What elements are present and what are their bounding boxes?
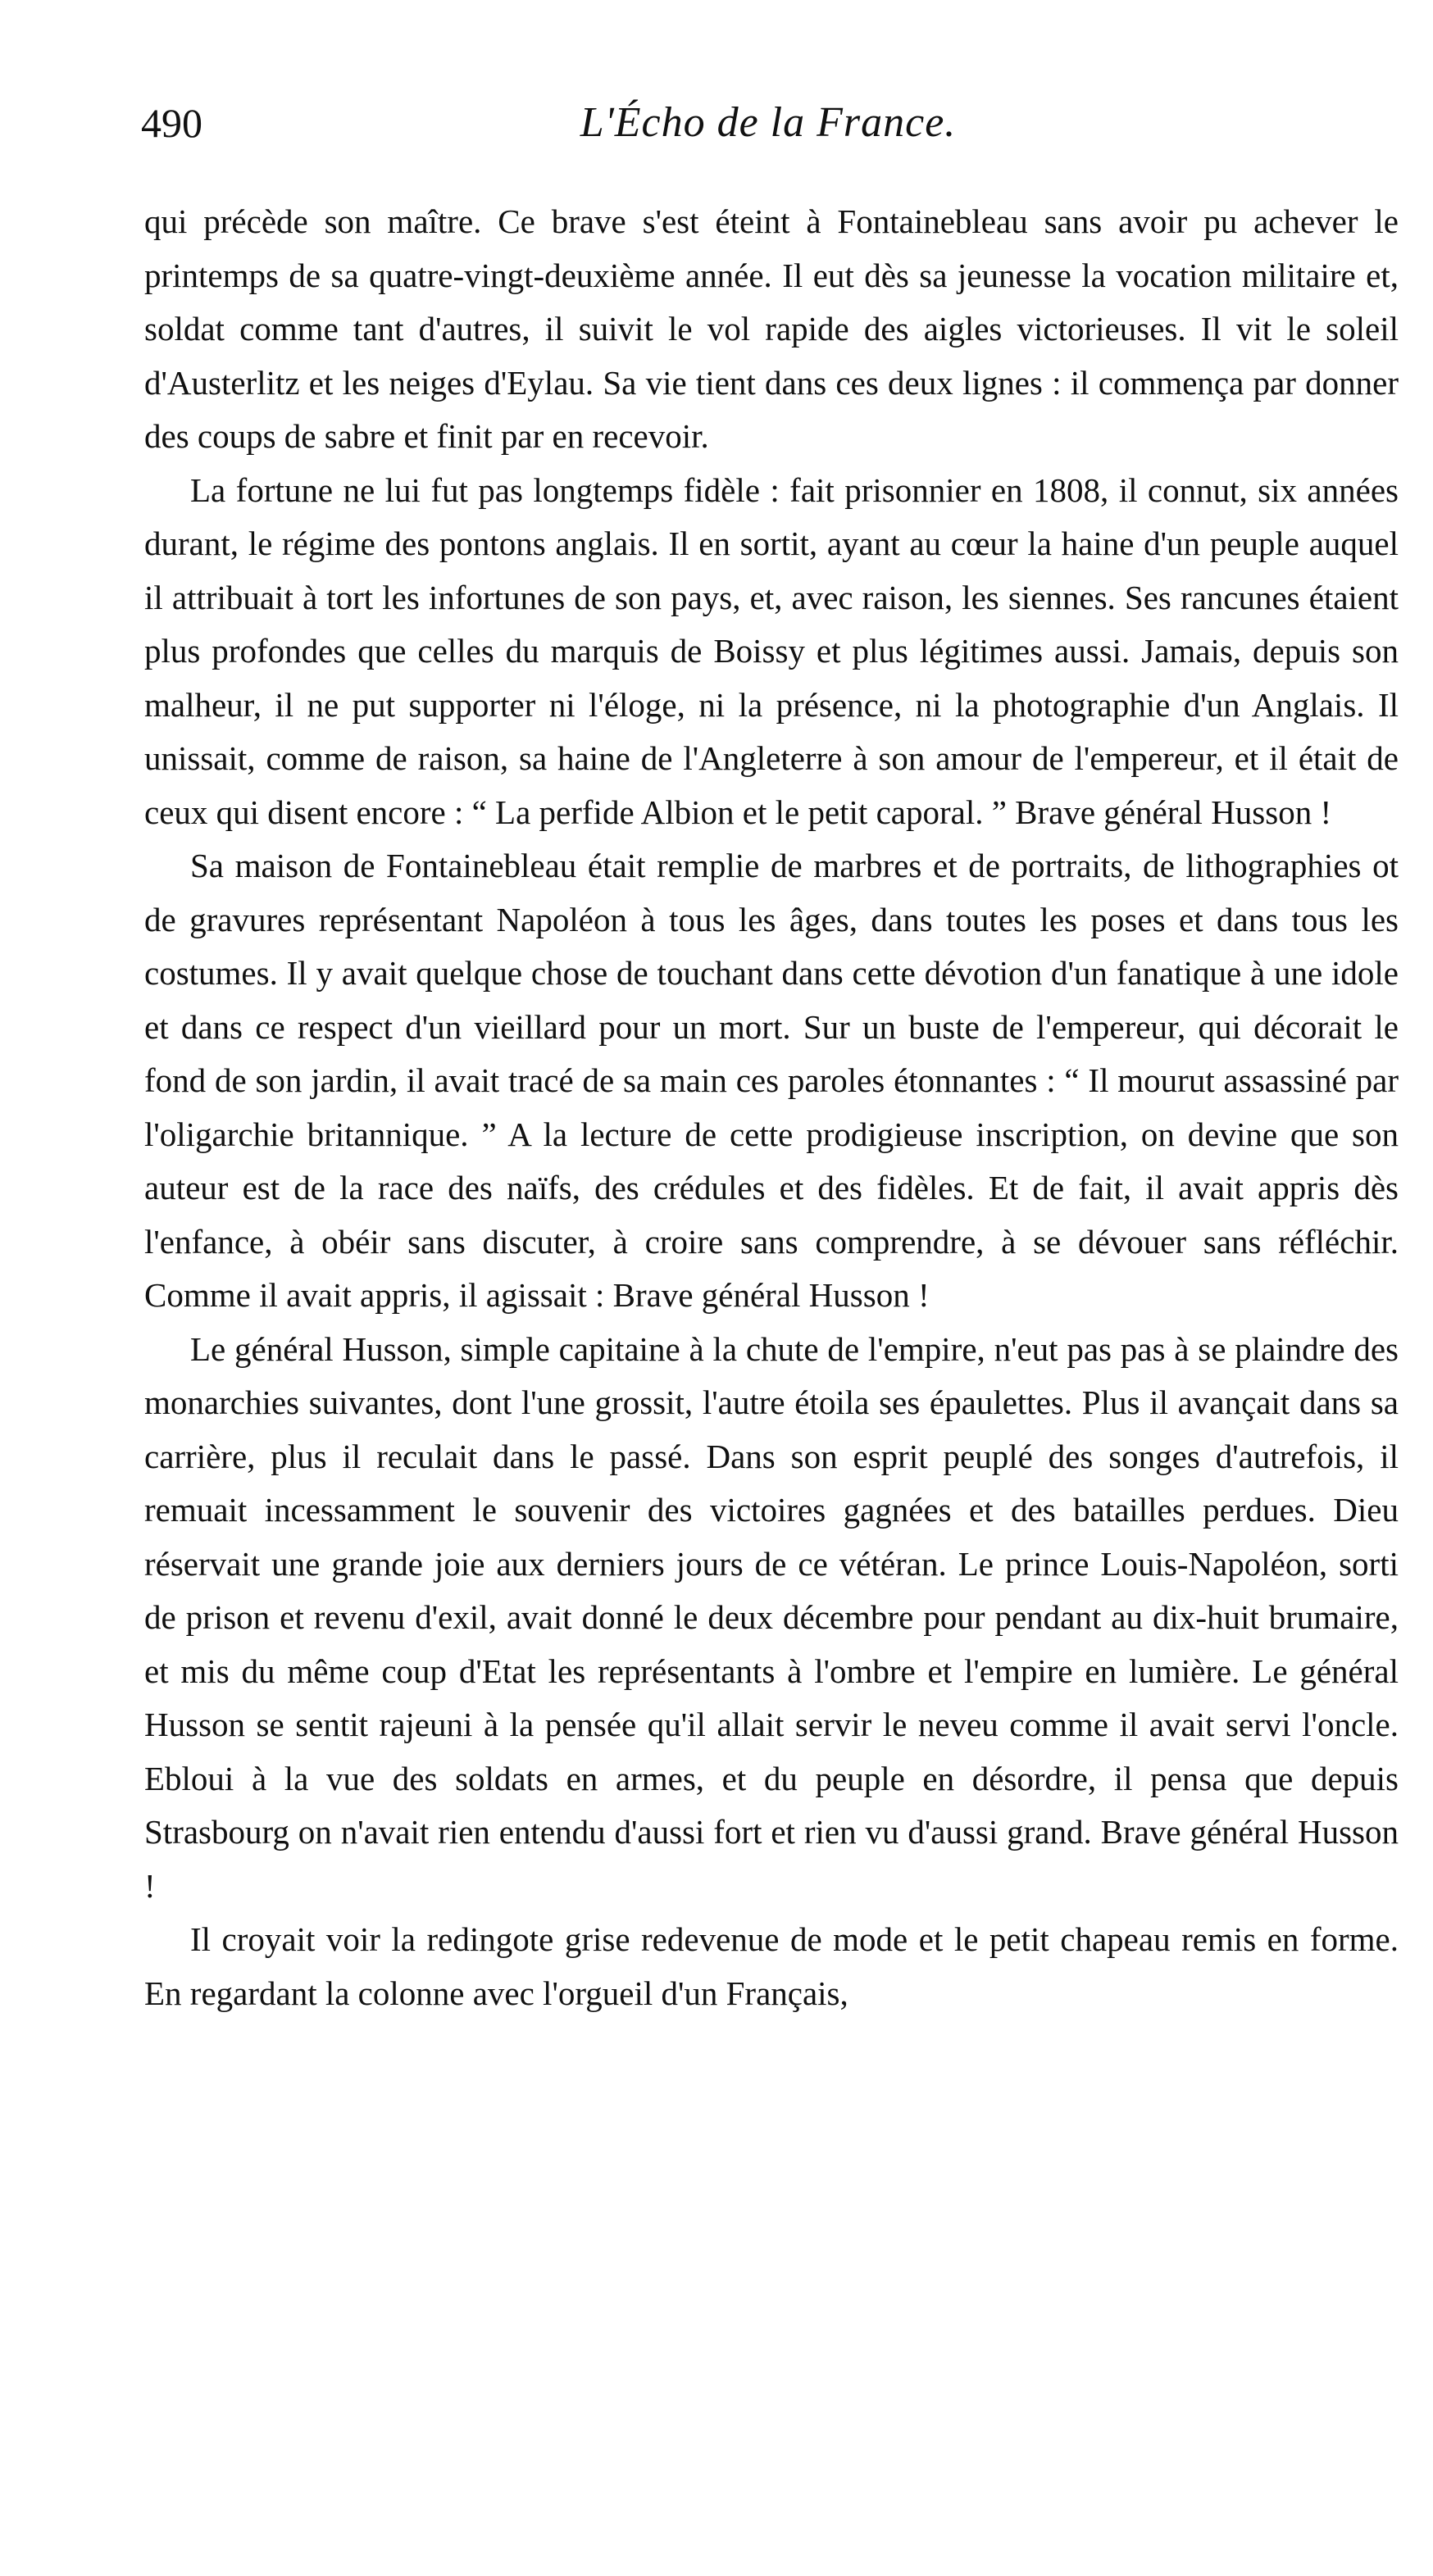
running-title: L'Écho de la France. — [580, 99, 957, 146]
paragraph-continuation: qui précède son maître. Ce brave s'est éteint à Fontainebleau sans avoir pu achever le printemps de sa quatre-vingt-deuxième année. Il eut dès sa jeunesse la vocation militaire et, soldat comme tant d'autres, il suivit le vol rapide des aigles victorieuses. Il vit le soleil d'Austerlitz et les neiges d'Eylau. Sa vie tient dans ces deux lignes : il commença par donner des coups de sabre et finit par en recevoir. — [144, 202, 1399, 455]
paragraph: Sa maison de Fontainebleau était remplie de marbres et de portraits, de lithographies ot de gravures représentant Napoléon à tous les âges, dans toutes les poses et dans tous les costumes. Il y avait quelque chose de touchant dans cette dévotion d'un fanatique à une idole et dans ce respect d'un vieillard pour un mort. Sur un buste de l'empereur, qui décorait le fond de son jardin, il avait tracé de sa main ces paroles étonnantes : “ Il mourut assassiné par l'oligarchie britannique. ” A la lecture de cette prodigieuse inscription, on devine que son auteur est de la race des naïfs, des crédules et des fidèles. Et de fait, il avait appris dès l'enfance, à obéir sans discuter, à croire sans comprendre, à se dévouer sans réfléchir. Comme il avait appris, il agissait : Brave général Husson ! — [144, 847, 1399, 1314]
paragraph: Le général Husson, simple capitaine à la chute de l'empire, n'eut pas pas à se plaindre des monarchies suivantes, dont l'une grossit, l'autre étoila ses épaulettes. Plus il avançait dans sa carrière, plus il reculait dans le passé. Dans son esprit peuplé des songes d'autrefois, il remuait incessamment le souvenir des victoires gagnées et des batailles perdues. Dieu réservait une grande joie aux derniers jours de ce vétéran. Le prince Louis-Napoléon, sorti de prison et revenu d'exil, avait donné le deux décembre pour pendant au dix-huit brumaire, et mis du même coup d'Etat les représentants à l'ombre et l'empire en lumière. Le général Husson se sentit rajeuni à la pensée qu'il allait servir le neveu comme il avait servi l'oncle. Ebloui à la vue des soldats en armes, et du peuple en désordre, il pensa que depuis Strasbourg on n'avait rien entendu d'aussi fort et rien vu d'aussi grand. Brave général Husson ! — [144, 1329, 1399, 1905]
body-text — [144, 195, 1399, 2020]
page-number: 490 — [141, 100, 202, 146]
paragraph: La fortune ne lui fut pas longtemps fidèle : fait prisonnier en 1808, il connut, six années durant, le régime des pontons anglais. Il en sortit, ayant au cœur la haine d'un peuple auquel il attribuait à tort les infortunes de son pays, et, avec raison, les siennes. Ses rancunes étaient plus profondes que celles du marquis de Boissy et plus légitimes aussi. Jamais, depuis son malheur, il ne put supporter ni l'éloge, ni la présence, ni la photographie d'un Anglais. Il unissait, comme de raison, sa haine de l'Angleterre à son amour de l'empereur, et il était de ceux qui disent encore : “ La perfide Albion et le petit caporal. ” Brave général Husson ! — [144, 470, 1399, 831]
paragraph: Il croyait voir la redingote grise redevenue de mode et le petit chapeau remis en forme. En regardant la colonne avec l'orgueil d'un Français, — [144, 1920, 1399, 2012]
running-head — [141, 97, 1395, 162]
